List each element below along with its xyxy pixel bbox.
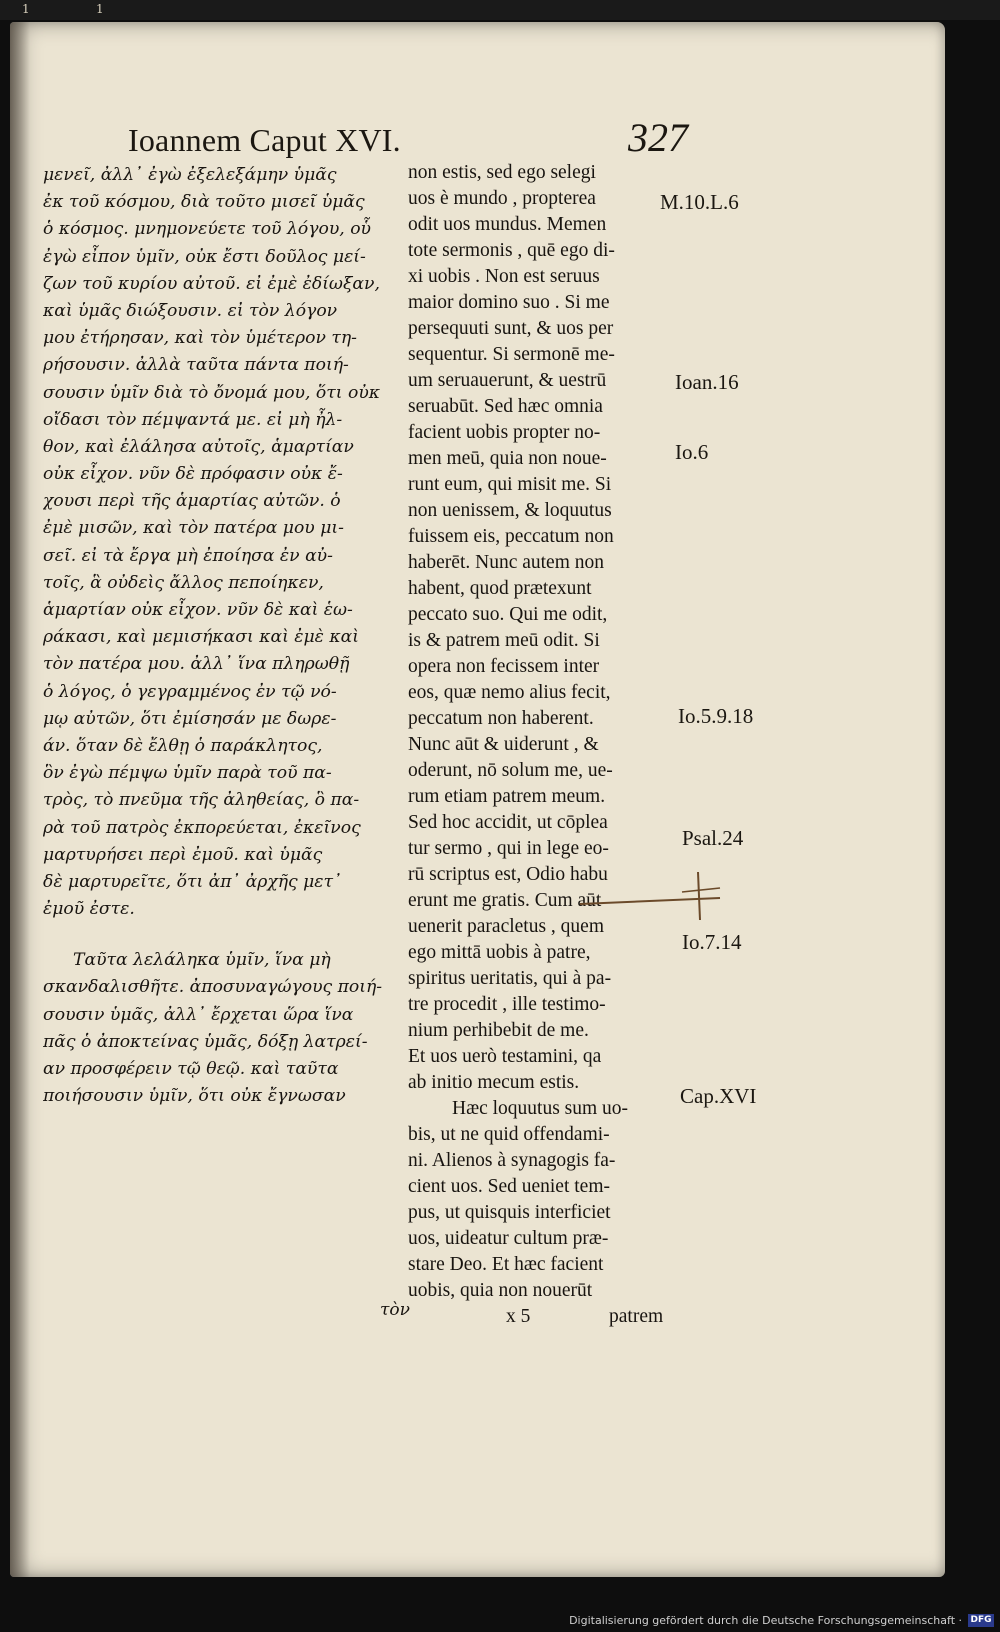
text-line: αν προσφέρειν τῷ θεῷ. καὶ ταῦτα: [43, 1059, 339, 1079]
text-line: ἐγὼ εἶπον ὑμῖν, οὐκ ἔστι δοῦλος μεί-: [43, 246, 366, 267]
digitization-footer: [0, 1608, 1000, 1632]
text-line: ρὰ τοῦ πατρὸς ἐκπορεύεται, ἐκεῖνος: [43, 817, 361, 838]
text-line: haberēt. Nunc autem non: [408, 552, 605, 573]
margin-note-m1: M.10.L.6: [660, 190, 739, 214]
text-line: μενεῖ, ἀλλ᾽ ἐγὼ ἐξελεξάμην ὑμᾶς: [43, 165, 337, 185]
text-line: peccato suo. Qui me odit,: [408, 604, 608, 625]
text-line: σουσιν ὑμᾶς, ἀλλ᾽ ἔρχεται ὥρα ἵνα: [43, 1004, 354, 1025]
scan-tab-mark-right: 1: [96, 2, 104, 16]
latin-catchword: patrem: [609, 1306, 664, 1327]
text-line: um seruauerunt, & uestrū: [408, 370, 607, 391]
margin-note-m5: Psal.24: [682, 826, 744, 850]
handwritten-underline-mark: [570, 862, 730, 922]
text-line: men meū, quia non noue-: [408, 448, 607, 469]
text-line: tur sermo , qui in lege eo-: [408, 838, 609, 859]
text-line: τὸν πατέρα μου. ἀλλ᾽ ἵνα πληρωθῇ: [43, 654, 350, 675]
text-line: σουσιν ὑμῖν διὰ τὸ ὄνομά μου, ὅτι οὐκ: [43, 382, 381, 403]
scan-top-strip: [0, 0, 1000, 20]
text-line: runt eum, qui misit me. Si: [408, 474, 612, 495]
text-line: Et uos uerò testamini, qa: [408, 1046, 602, 1067]
text-line: stare Deo. Et hæc facient: [408, 1254, 604, 1275]
margin-note-m2: Ioan.16: [675, 370, 739, 394]
text-line: rum etiam patrem meum.: [408, 786, 606, 807]
text-line: nium perhibebit de me.: [408, 1020, 589, 1041]
text-line: ὁ λόγος, ὁ γεγραμμένος ἐν τῷ νό-: [43, 681, 337, 702]
text-line: bis, ut ne quid offendami-: [408, 1124, 610, 1145]
text-line: spiritus ueritatis, qui à pa-: [408, 968, 612, 989]
text-line: odit uos mundus. Memen: [408, 214, 607, 235]
text-line: τρὸς, τὸ πνεῦμα τῆς ἀληθείας, ὃ πα-: [43, 790, 360, 811]
text-line: uos, uideatur cultum præ-: [408, 1228, 609, 1249]
text-line: uos è mundo , propterea: [408, 188, 596, 209]
text-line: is & patrem meū odit. Si: [408, 630, 600, 651]
text-line: μου ἐτήρησαν, καὶ τὸν ὑμέτερον τη-: [43, 328, 357, 349]
signature-mark: x 5: [506, 1306, 531, 1327]
text-line: καὶ ὑμᾶς διώξουσιν. εἰ τὸν λόγον: [43, 300, 338, 321]
text-line: ρήσουσιν. ἀλλὰ ταῦτα πάντα ποιή-: [43, 355, 349, 376]
text-line: μῳ αὐτῶν, ὅτι ἐμίσησάν με δωρε-: [43, 708, 337, 729]
dfg-credit-text: Digitalisierung gefördert durch die Deutsche Forschungsgemeinschaft ·: [569, 1614, 962, 1627]
text-line: πᾶς ὁ ἀποκτείνας ὑμᾶς, δόξῃ λατρεί-: [43, 1031, 368, 1052]
text-line: xi uobis . Non est seruus: [408, 266, 600, 287]
text-line: σεῖ. εἰ τὰ ἔργα μὴ ἐποίησα ἐν αὐ-: [43, 545, 333, 566]
text-line: eos, quæ nemo alius fecit,: [408, 682, 611, 703]
text-line: άν. ὅταν δὲ ἔλθῃ ὁ παράκλητος,: [43, 735, 323, 756]
text-line: seruabūt. Sed hæc omnia: [408, 396, 603, 417]
text-line: δὲ μαρτυρεῖτε, ὅτι ἀπ᾽ ἀρχῆς μετ᾽: [43, 871, 342, 892]
text-line: non estis, sed ego selegi: [408, 162, 596, 183]
paragraph-gap: [43, 923, 428, 947]
text-line: χουσι περὶ τῆς ἁμαρτίας αὐτῶν. ὁ: [43, 491, 341, 512]
folio-number: 327: [628, 115, 688, 160]
text-line: peccatum non haberent.: [408, 708, 594, 729]
text-line: uobis, quia non nouerūt: [408, 1280, 593, 1301]
text-line: oderunt, nō solum me, ue-: [408, 760, 613, 781]
margin-note-m7: Cap.XVI: [680, 1084, 757, 1108]
text-line: fuissem eis, peccatum non: [408, 526, 614, 547]
text-line: rū scriptus est, Odio habu: [408, 864, 608, 885]
margin-note-m3: Io.6: [675, 440, 709, 464]
text-line: οὐκ εἶχον. νῦν δὲ πρόφασιν οὐκ ἔ-: [43, 464, 343, 485]
text-line: ἐμοῦ ἐστε.: [43, 899, 135, 920]
running-title: Ioannem Caput XVI.: [128, 122, 401, 158]
text-line: cient uos. Sed ueniet tem-: [408, 1176, 610, 1197]
text-line: erunt me gratis. Cum aūt: [408, 890, 602, 911]
text-line: ζων τοῦ κυρίου αὐτοῦ. εἰ ἐμὲ ἐδίωξαν,: [43, 273, 380, 294]
text-line: Nunc aūt & uiderunt , &: [408, 734, 599, 755]
text-line: ἁμαρτίαν οὐκ εἶχον. νῦν δὲ καὶ ἑω-: [43, 600, 353, 620]
text-line: ὁ κόσμος. μνημονεύετε τοῦ λόγου, οὗ: [43, 219, 372, 240]
text-line: persequuti sunt, & uos per: [408, 318, 614, 339]
text-line: maior domino suo . Si me: [408, 292, 610, 313]
text-line: Sed hoc accidit, ut cōplea: [408, 812, 608, 833]
text-line: ni. Alienos à synagogis fa-: [408, 1150, 616, 1171]
dfg-logo: DFG: [968, 1614, 994, 1627]
margin-note-m6: Io.7.14: [682, 930, 742, 954]
text-line: τοῖς, ἃ οὐδεὶς ἄλλος πεποίηκεν,: [43, 572, 324, 593]
text-line: non uenissem, & loquutus: [408, 500, 612, 521]
book-page: [10, 22, 945, 1577]
text-line: Ταῦτα λελάληκα ὑμῖν, ἵνα μὴ: [73, 950, 331, 971]
text-line: opera non fecissem inter: [408, 656, 600, 677]
text-line: οἴδασι τὸν πέμψαντά με. εἰ μὴ ἦλ-: [43, 409, 343, 430]
text-line: tote sermonis , quē ego di-: [408, 240, 615, 261]
greek-catchword: τὸν: [380, 1300, 410, 1320]
text-line: ἐμὲ μισῶν, καὶ τὸν πατέρα μου μι-: [43, 518, 344, 539]
text-line: Hæc loquutus sum uo-: [452, 1098, 629, 1119]
text-line: pus, ut quisquis interficiet: [408, 1202, 611, 1223]
text-line: sequentur. Si sermonē me-: [408, 344, 615, 365]
text-line: ὃν ἐγὼ πέμψω ὑμῖν παρὰ τοῦ πα-: [43, 763, 332, 784]
text-line: θον, καὶ ἐλάλησα αὐτοῖς, ἁμαρτίαν: [43, 436, 354, 457]
text-line: ego mittā uobis à patre,: [408, 942, 591, 963]
text-line: μαρτυρήσει περὶ ἐμοῦ. καὶ ὑμᾶς: [43, 844, 323, 865]
text-line: tre procedit , ille testimo-: [408, 994, 606, 1015]
text-line: habent, quod prætexunt: [408, 578, 592, 599]
greek-text-column: [43, 162, 428, 1110]
margin-note-m4: Io.5.9.18: [678, 704, 754, 728]
text-line: uenerit paracletus , quem: [408, 916, 604, 937]
text-line: σκανδαλισθῆτε. ἀποσυναγώγους ποιή-: [43, 977, 383, 998]
page-gutter-shadow: [10, 22, 30, 1577]
text-line: facient uobis propter no-: [408, 422, 601, 443]
text-line: ab initio mecum estis.: [408, 1072, 580, 1093]
text-line: ράκασι, καὶ μεμισήκασι καὶ ἐμὲ καὶ: [43, 627, 359, 648]
text-line: ἐκ τοῦ κόσμου, διὰ τοῦτο μισεῖ ὑμᾶς: [43, 192, 365, 213]
text-line: ποιήσουσιν ὑμῖν, ὅτι οὐκ ἔγνωσαν: [43, 1086, 346, 1107]
latin-text-column: [408, 160, 678, 1304]
scan-tab-mark-left: 1: [22, 2, 30, 16]
